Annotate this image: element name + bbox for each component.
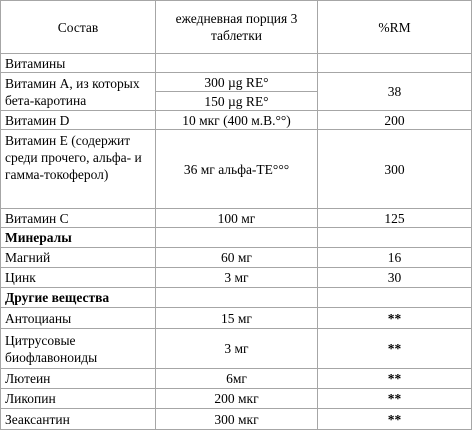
table-row-vitamin-c [1,209,472,228]
citrus-label: Цитрусовые биофлавоноиды [1,329,156,369]
anthocyanins-dose: 15 мг [156,308,318,329]
vitamin-a-rm: 38 [318,73,472,111]
magnesium-dose: 60 мг [156,248,318,268]
lycopene-dose: 200 мкг [156,389,318,409]
section-minerals-label: Минералы [1,228,156,248]
table-row-vitamin-a [1,73,472,92]
table-row-lutein [1,369,472,389]
table-row-lycopene [1,389,472,409]
zinc-label: Цинк [1,268,156,288]
table-row-citrus [1,329,472,369]
table-header-row [1,1,472,54]
table-row-anthocyanins [1,308,472,329]
lycopene-rm: ** [318,389,472,409]
vitamin-e-rm: 300 [318,130,472,209]
empty-cell [156,54,318,73]
empty-cell [318,228,472,248]
anthocyanins-label: Антоцианы [1,308,156,329]
anthocyanins-rm: ** [318,308,472,329]
table-row-vitamin-d [1,111,472,130]
zeaxanthin-rm: ** [318,409,472,430]
vitamin-a-dose-1: 300 µg RE° [156,73,318,92]
empty-cell [318,54,472,73]
section-row-vitamins [1,54,472,73]
vitamin-a-label: Витамин А, из которых бета-каротина [1,73,156,111]
vitamin-e-dose: 36 мг альфа-TE°°° [156,130,318,209]
citrus-rm: ** [318,329,472,369]
header-composition: Состав [1,1,156,54]
section-row-minerals [1,228,472,248]
section-vitamins-label: Витамины [1,54,156,73]
vitamin-c-dose: 100 мг [156,209,318,228]
vitamin-d-rm: 200 [318,111,472,130]
vitamin-c-label: Витамин С [1,209,156,228]
citrus-dose: 3 мг [156,329,318,369]
vitamin-d-dose: 10 мкг (400 м.В.°°) [156,111,318,130]
table-row-vitamin-e [1,130,472,209]
header-rm: %RM [318,1,472,54]
lutein-label: Лютеин [1,369,156,389]
lutein-rm: ** [318,369,472,389]
section-row-other [1,288,472,308]
vitamin-e-label: Витамин Е (содержит среди прочего, альфа- и гамма-токоферол) [1,130,156,209]
zinc-dose: 3 мг [156,268,318,288]
section-other-label: Другие вещества [1,288,156,308]
lutein-dose: 6мг [156,369,318,389]
magnesium-rm: 16 [318,248,472,268]
lycopene-label: Ликопин [1,389,156,409]
table-row-zinc [1,268,472,288]
magnesium-label: Магний [1,248,156,268]
vitamin-a-dose-2: 150 µg RE° [156,92,318,111]
empty-cell [156,288,318,308]
table-row-magnesium [1,248,472,268]
empty-cell [156,228,318,248]
zinc-rm: 30 [318,268,472,288]
table-row-zeaxanthin [1,409,472,430]
zeaxanthin-label: Зеаксантин [1,409,156,430]
zeaxanthin-dose: 300 мкг [156,409,318,430]
vitamin-c-rm: 125 [318,209,472,228]
empty-cell [318,288,472,308]
vitamin-d-label: Витамин D [1,111,156,130]
header-daily-dose: ежедневная порция 3 таблетки [156,1,318,54]
